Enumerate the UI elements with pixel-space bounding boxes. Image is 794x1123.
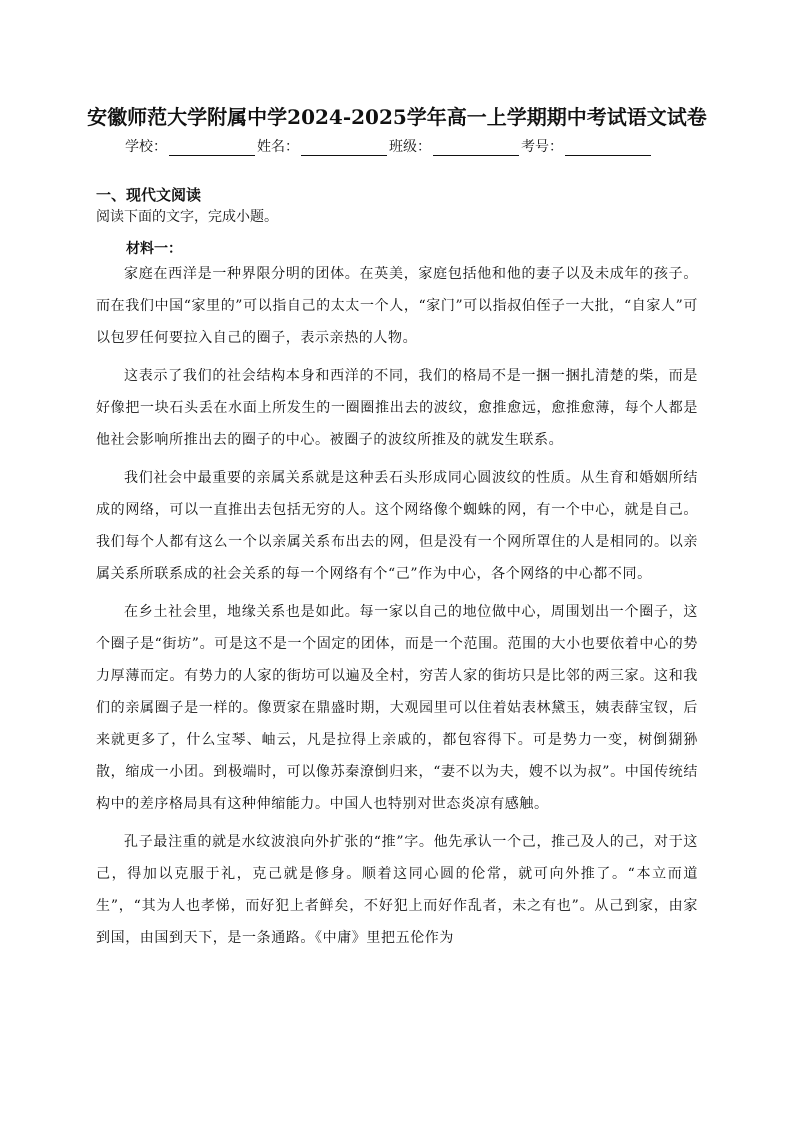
school-blank xyxy=(169,141,255,156)
passage-paragraph: 在乡土社会里，地缘关系也是如此。每一家以自己的地位做中心，周围划出一个圈子，这个圈子是“街坊”。可是这不是一个固定的团体，而是一个范围。范围的大小也要依着中心的势力厚薄而定。有势力的人家的街坊可以遍及全村，穷苦人家的街坊只是比邻的两三家。这和我们的亲属圈子是一样的。像贾家在鼎盛时期，大观园里可以住着姑表林黛玉，姨表薛宝钗，后来就更多了，什么宝琴、岫云，凡是拉得上亲戚的，都包容得下。可是势力一变，树倒猢狲散，缩成一小团。到极端时，可以像苏秦潦倒归来，“妻不以为夫，嫂不以为叔”。中国传统结构中的差序格局具有这种伸缩能力。中国人也特别对世态炎凉有感触。 xyxy=(96,604,698,812)
passage-paragraph: 家庭在西洋是一种界限分明的团体。在英美，家庭包括他和他的妻子以及未成年的孩子。而在我们中国“家里的”可以指自己的太太一个人，“家门”可以指叔伯侄子一大批，“自家人”可以包罗任何要拉入自己的圈子，表示亲热的人物。 xyxy=(96,266,698,346)
passage-paragraph: 孔子最注重的就是水纹波浪向外扩张的“推”字。他先承认一个己，推己及人的己，对于这己，得加以克服于礼，克己就是修身。顺着这同心圆的伦常，就可向外推了。“本立而道生”，“其为人也孝悌，而好犯上者鲜矣，不好犯上而好作乱者，未之有也”。从己到家，由家到国，由国到天下，是一条通路。《中庸》里把五伦作为 xyxy=(96,834,698,946)
section-heading: 一、现代文阅读 xyxy=(96,186,202,204)
passage-paragraph: 我们社会中最重要的亲属关系就是这种丢石头形成同心圆波纹的性质。从生育和婚姻所结成的网络，可以一直推出去包括无穷的人。这个网络像个蜘蛛的网，有一个中心，就是自己。我们每个人都有这么一个以亲属关系布出去的网，但是没有一个网所罩住的人是相同的。以亲属关系所联系成的社会关系的每一个网络有个“己”作为中心，各个网络的中心都不同。 xyxy=(96,470,698,582)
school-label: 学校： xyxy=(125,139,167,155)
name-label: 姓名： xyxy=(257,139,299,155)
name-blank xyxy=(301,141,387,156)
class-label: 班级： xyxy=(389,139,431,155)
student-info-row xyxy=(125,136,725,156)
exam-number-label: 考号： xyxy=(521,139,563,155)
class-blank xyxy=(433,141,519,156)
material-label: 材料一： xyxy=(126,241,182,257)
exam-number-blank xyxy=(565,141,651,156)
reading-instruction: 阅读下面的文字，完成小题。 xyxy=(96,209,278,225)
exam-title: 安徽师范大学附属中学2024-2025学年高一上学期期中考试语文试卷 xyxy=(87,105,707,129)
passage-paragraph: 这表示了我们的社会结构本身和西洋的不同，我们的格局不是一捆一捆扎清楚的柴，而是好像把一块石头丢在水面上所发生的一圈圈推出去的波纹，愈推愈远，愈推愈薄，每个人都是他社会影响所推出去的圈子的中心。被圈子的波纹所推及的就发生联系。 xyxy=(96,368,698,448)
reading-passage xyxy=(96,258,698,960)
